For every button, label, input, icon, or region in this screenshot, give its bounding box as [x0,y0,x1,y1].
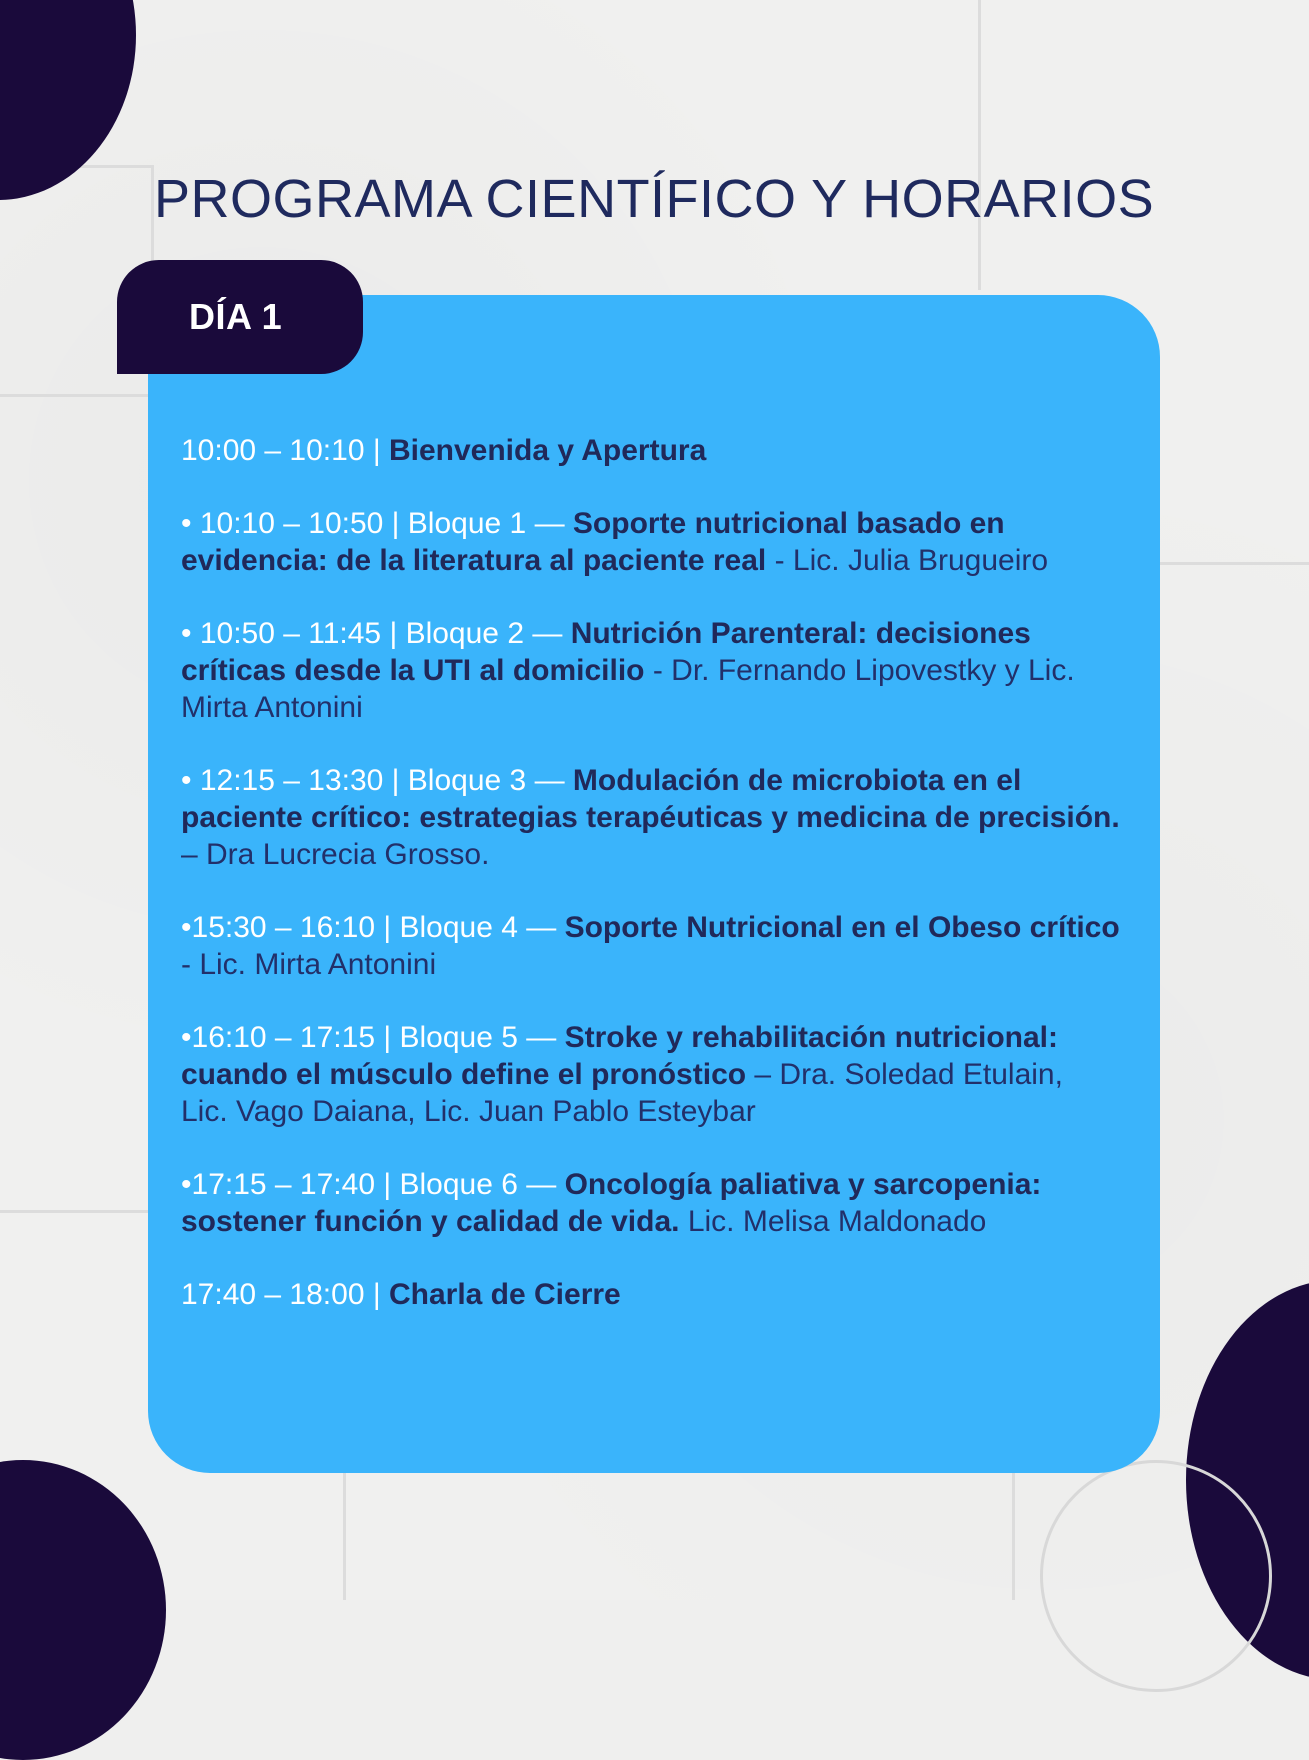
grid-line [0,394,150,397]
item-speaker: – Dra. Soledad Etulain, [746,1058,1063,1091]
item-topic: Nutrición Parenteral: decisiones críticas desde la UTI al domicilio [181,617,1031,687]
item-time: •16:10 – 17:15 | Bloque 5 — [181,1021,565,1054]
grid-line [343,1470,346,1600]
day-label: DÍA 1 [189,296,283,337]
schedule-item [181,615,1131,726]
item-topic: Stroke y rehabilitación nutricional: cuando el músculo define el pronóstico [181,1021,1059,1091]
item-speaker: - Dr. Fernando Lipovestky y Lic. Mirta Antonini [181,654,1075,724]
item-topic: Soporte nutricional basado en evidencia: de la literatura al paciente real [181,507,1005,577]
item-speaker-line2: Lic. Vago Daiana, Lic. Juan Pablo Esteybar [181,1095,756,1128]
item-topic: Charla de Cierre [388,1278,621,1311]
grid-line [0,1210,150,1213]
item-time: •17:15 – 17:40 | Bloque 6 — [181,1168,565,1201]
item-time: • 10:10 – 10:50 | Bloque 1 — [181,507,573,540]
item-topic: Bienvenida y Apertura [388,434,707,467]
item-time: 17:40 – 18:00 | [181,1278,389,1311]
item-speaker: - Lic. Mirta Antonini [181,948,437,981]
grid-line [1012,1470,1015,1600]
schedule-item [181,1166,1131,1240]
item-topic: Modulación de microbiota en el paciente crítico: estrategias terapéuticas y medicina de precisión. [181,764,1120,834]
page-title: PROGRAMA CIENTÍFICO Y HORARIOS [154,169,1155,229]
item-topic: Soporte Nutricional en el Obeso crítico [564,911,1120,944]
corner-ring-bottom-right [1040,1460,1272,1692]
item-time: • 12:15 – 13:30 | Bloque 3 — [181,764,573,797]
item-time: • 10:50 – 11:45 | Bloque 2 — [181,617,571,650]
schedule-item [181,1276,1131,1313]
item-speaker: Lic. Melisa Maldonado [679,1205,987,1238]
grid-line [978,0,981,290]
schedule-item [181,505,1131,579]
grid-line [1160,562,1309,565]
item-speaker: - Lic. Julia Brugueiro [766,544,1049,577]
schedule-item [181,909,1131,983]
schedule-list [181,432,1131,1349]
schedule-item [181,432,1131,469]
item-time: 10:00 – 10:10 | [181,434,389,467]
item-topic: Oncología paliativa y sarcopenia: sostener función y calidad de vida. [181,1168,1042,1238]
item-time: •15:30 – 16:10 | Bloque 4 — [181,911,565,944]
schedule-item [181,762,1131,873]
day-tab [117,260,363,374]
item-speaker: – Dra Lucrecia Grosso. [181,838,490,871]
schedule-item [181,1019,1131,1130]
